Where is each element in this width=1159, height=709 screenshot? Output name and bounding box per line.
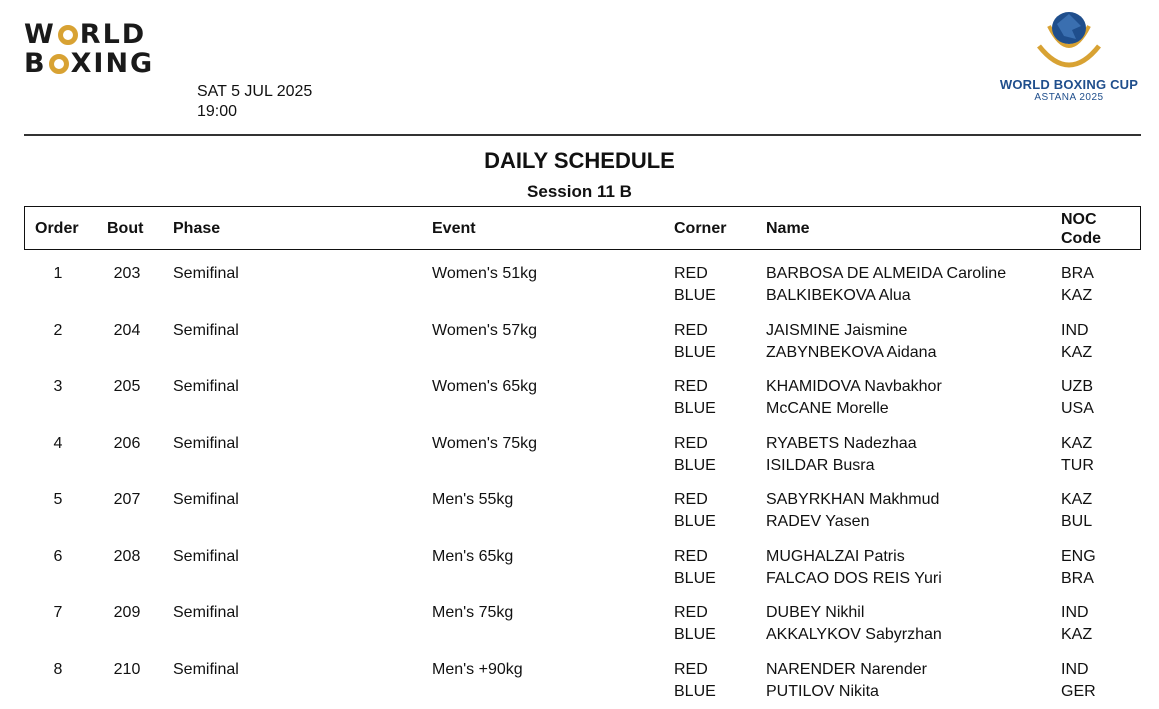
cell-red-noc: UZB bbox=[1061, 378, 1093, 395]
cell-phase: Semifinal bbox=[173, 547, 239, 565]
cell-order: 2 bbox=[53, 321, 63, 339]
cell-blue-corner: BLUE bbox=[674, 287, 716, 304]
cell-red-corner: RED bbox=[674, 378, 708, 395]
cell-blue-name: McCANE Morelle bbox=[766, 400, 889, 417]
cell-red-corner: RED bbox=[674, 604, 708, 621]
cup-subtitle: ASTANA 2025 bbox=[1034, 92, 1104, 103]
col-phase: Phase bbox=[173, 220, 221, 237]
cup-emblem-icon bbox=[1024, 6, 1114, 74]
cell-blue-corner: BLUE bbox=[674, 682, 716, 700]
cell-red-noc: BRA bbox=[1061, 265, 1094, 282]
table-row bbox=[0, 659, 1159, 705]
table-row bbox=[0, 263, 1159, 309]
cell-red-corner: RED bbox=[674, 660, 708, 678]
cell-order: 1 bbox=[53, 265, 63, 282]
event-time: 19:00 bbox=[197, 103, 238, 120]
header-divider bbox=[24, 134, 1141, 136]
cell-event: Men's 65kg bbox=[432, 547, 514, 565]
cell-red-name: NARENDER Narender bbox=[766, 660, 927, 678]
cell-blue-noc: KAZ bbox=[1061, 287, 1093, 304]
cell-bout: 207 bbox=[113, 491, 141, 508]
col-event: Event bbox=[432, 220, 476, 237]
cell-order: 7 bbox=[53, 604, 63, 621]
cell-phase: Semifinal bbox=[173, 321, 239, 339]
cell-bout: 205 bbox=[113, 378, 141, 395]
cell-blue-noc: USA bbox=[1061, 400, 1094, 417]
cell-red-name: DUBEY Nikhil bbox=[766, 604, 865, 621]
cell-blue-noc: KAZ bbox=[1061, 343, 1093, 361]
cell-phase: Semifinal bbox=[173, 660, 239, 678]
cell-order: 4 bbox=[53, 434, 63, 452]
world-boxing-logo bbox=[24, 20, 154, 78]
table-row bbox=[0, 489, 1159, 535]
cell-order: 3 bbox=[53, 378, 63, 395]
cell-red-corner: RED bbox=[674, 265, 708, 282]
session-title: Session 11 B bbox=[527, 182, 632, 201]
cell-event: Men's +90kg bbox=[432, 660, 523, 678]
cell-bout: 206 bbox=[113, 434, 141, 452]
cell-red-name: MUGHALZAI Patris bbox=[766, 547, 905, 565]
cell-event: Men's 75kg bbox=[432, 604, 514, 621]
cell-phase: Semifinal bbox=[173, 378, 239, 395]
cell-red-name: RYABETS Nadezhaa bbox=[766, 434, 917, 452]
col-bout: Bout bbox=[107, 220, 144, 237]
cell-red-name: BARBOSA DE ALMEIDA Caroline bbox=[766, 265, 1007, 282]
cell-blue-name: BALKIBEKOVA Alua bbox=[766, 287, 911, 304]
cell-blue-corner: BLUE bbox=[674, 569, 716, 587]
cell-blue-corner: BLUE bbox=[674, 343, 716, 361]
cell-blue-corner: BLUE bbox=[674, 626, 716, 643]
cell-blue-noc: TUR bbox=[1061, 456, 1094, 474]
table-row bbox=[0, 376, 1159, 422]
cell-blue-name: ZABYNBEKOVA Aidana bbox=[766, 343, 937, 361]
cell-blue-noc: BRA bbox=[1061, 569, 1094, 587]
logo-ring-icon bbox=[58, 25, 78, 45]
logo-line-1: W RLD bbox=[24, 19, 147, 50]
cell-red-noc: KAZ bbox=[1061, 491, 1093, 508]
cell-blue-name: FALCAO DOS REIS Yuri bbox=[766, 569, 942, 587]
cell-red-name: KHAMIDOVA Navbakhor bbox=[766, 378, 942, 395]
cell-event: Men's 55kg bbox=[432, 491, 514, 508]
cell-blue-corner: BLUE bbox=[674, 513, 716, 530]
table-row bbox=[0, 433, 1159, 479]
cell-event: Women's 51kg bbox=[432, 265, 538, 282]
cell-blue-name: ISILDAR Busra bbox=[766, 456, 875, 474]
cell-bout: 210 bbox=[113, 660, 141, 678]
table-row bbox=[0, 320, 1159, 366]
table-row bbox=[0, 546, 1159, 592]
cell-order: 8 bbox=[53, 660, 63, 678]
cell-order: 6 bbox=[53, 547, 63, 565]
cell-phase: Semifinal bbox=[173, 265, 239, 282]
col-order: Order bbox=[35, 220, 79, 237]
col-noc bbox=[1061, 210, 1101, 248]
event-date: SAT 5 JUL 2025 bbox=[197, 83, 313, 100]
world-boxing-cup-logo bbox=[994, 6, 1144, 103]
cell-blue-noc: KAZ bbox=[1061, 626, 1093, 643]
cell-blue-noc: BUL bbox=[1061, 513, 1093, 530]
cell-phase: Semifinal bbox=[173, 491, 239, 508]
cup-title: WORLD BOXING CUP bbox=[999, 77, 1139, 92]
col-noc-line1: NOC bbox=[1061, 211, 1097, 228]
cell-phase: Semifinal bbox=[173, 434, 239, 452]
cell-red-name: SABYRKHAN Makhmud bbox=[766, 491, 940, 508]
cell-red-noc: IND bbox=[1061, 604, 1089, 621]
col-name: Name bbox=[766, 220, 810, 237]
cell-red-noc: ENG bbox=[1061, 547, 1096, 565]
cell-red-corner: RED bbox=[674, 491, 708, 508]
cell-phase: Semifinal bbox=[173, 604, 239, 621]
logo-ring-icon bbox=[49, 54, 69, 74]
cell-red-corner: RED bbox=[674, 547, 708, 565]
col-noc-line2: Code bbox=[1061, 230, 1101, 247]
cell-bout: 204 bbox=[113, 321, 141, 339]
cell-event: Women's 65kg bbox=[432, 378, 538, 395]
cell-event: Women's 57kg bbox=[432, 321, 538, 339]
cell-red-noc: KAZ bbox=[1061, 434, 1093, 452]
cell-blue-corner: BLUE bbox=[674, 400, 716, 417]
col-corner: Corner bbox=[674, 220, 727, 237]
cell-blue-name: AKKALYKOV Sabyrzhan bbox=[766, 626, 942, 643]
cell-order: 5 bbox=[53, 491, 63, 508]
table-row bbox=[0, 602, 1159, 648]
cell-red-noc: IND bbox=[1061, 660, 1089, 678]
page-title: DAILY SCHEDULE bbox=[484, 148, 675, 173]
cell-red-corner: RED bbox=[674, 321, 708, 339]
cell-bout: 208 bbox=[113, 547, 141, 565]
cell-blue-name: PUTILOV Nikita bbox=[766, 682, 879, 700]
cell-red-noc: IND bbox=[1061, 321, 1089, 339]
cell-event: Women's 75kg bbox=[432, 434, 538, 452]
cell-blue-noc: GER bbox=[1061, 682, 1096, 700]
date-time-block bbox=[197, 82, 312, 122]
cell-red-corner: RED bbox=[674, 434, 708, 452]
cell-bout: 203 bbox=[113, 265, 141, 282]
cell-blue-corner: BLUE bbox=[674, 456, 716, 474]
cell-bout: 209 bbox=[113, 604, 141, 621]
cell-red-name: JAISMINE Jaismine bbox=[766, 321, 908, 339]
cell-blue-name: RADEV Yasen bbox=[766, 513, 870, 530]
logo-line-2: B XING bbox=[24, 48, 155, 79]
